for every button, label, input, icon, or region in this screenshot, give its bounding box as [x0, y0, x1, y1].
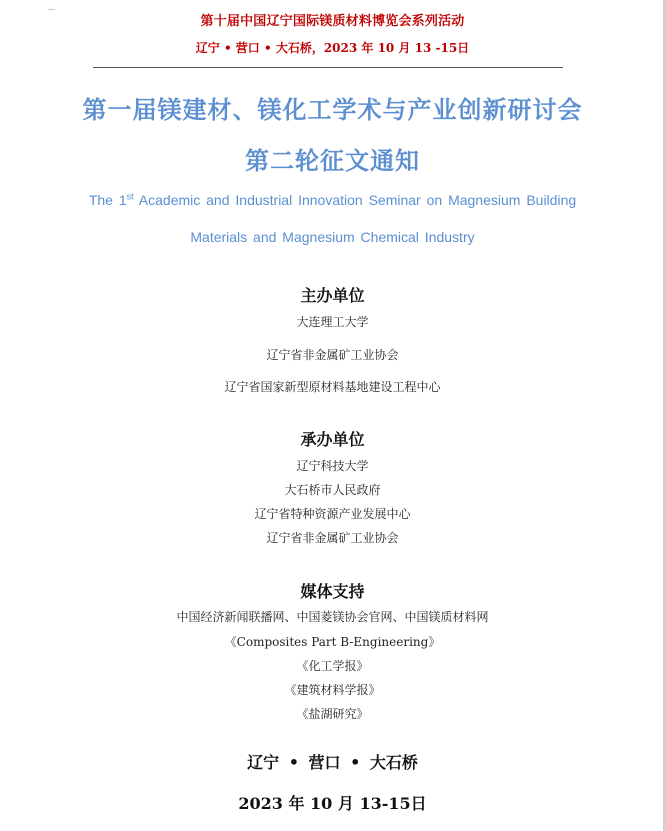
host-item: 辽宁省特种资源产业发展中心	[254, 507, 411, 521]
title-english-sup: st	[126, 191, 134, 202]
footer-location: 辽宁 • 营口 • 大石桥	[247, 753, 418, 772]
header-divider	[93, 67, 563, 68]
media-item: 《建筑材料学报》	[284, 683, 381, 697]
title-chinese-line1: 第一届镁建材、镁化工学术与产业创新研讨会	[82, 96, 583, 124]
media-item: 中国经济新闻联播网、中国菱镁协会官网、中国镁质材料网	[176, 610, 489, 624]
title-english-post: Academic and Industrial Innovation Seminar on Magnesium Building	[133, 192, 577, 208]
section-title-media: 媒体支持	[300, 582, 365, 601]
header-location-date: 辽宁 • 营口 • 大石桥，2023 年 10 月 13 -15日	[195, 41, 470, 55]
header-event-series: 第十届中国辽宁国际镁质材料博览会系列活动	[200, 14, 465, 29]
media-item: 《化工学报》	[296, 659, 369, 673]
section-title-organizers: 主办单位	[300, 286, 365, 305]
organizer-item: 辽宁省非金属矿工业协会	[266, 348, 399, 362]
organizer-item: 辽宁省国家新型原材料基地建设工程中心	[224, 380, 441, 394]
title-chinese-line2: 第二轮征文通知	[245, 147, 420, 175]
title-english-pre: The 1	[88, 192, 127, 208]
title-english-line2: Materials and Magnesium Chemical Industry	[190, 229, 475, 245]
host-item: 辽宁科技大学	[296, 459, 369, 473]
media-item: 《盐湖研究》	[296, 707, 369, 721]
section-title-hosts: 承办单位	[300, 430, 365, 449]
organizer-item: 大连理工大学	[296, 315, 369, 329]
media-item: 《Composites Part B-Engineering》	[224, 635, 441, 649]
host-item: 大石桥市人民政府	[284, 483, 381, 497]
page-mark	[48, 9, 55, 10]
footer-date: 2023 年 10 月 13-15日	[238, 794, 427, 813]
host-item: 辽宁省非金属矿工业协会	[266, 531, 399, 545]
title-english-line1	[0, 190, 665, 210]
